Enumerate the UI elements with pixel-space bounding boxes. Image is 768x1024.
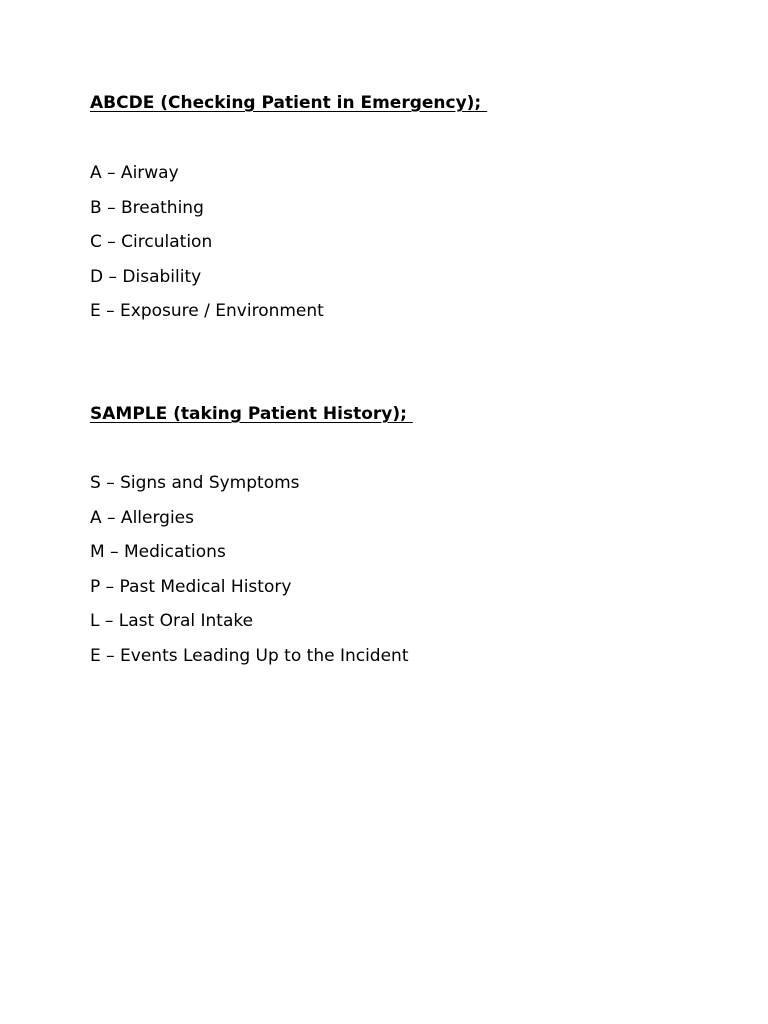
list-item-last-oral-intake: L – Last Oral Intake xyxy=(90,611,254,631)
list-item-circulation: C – Circulation xyxy=(90,232,213,252)
list-item-allergies: A – Allergies xyxy=(90,507,194,528)
list-item-signs-symptoms: S – Signs and Symptoms xyxy=(90,473,300,493)
list-item-airway: A – Airway xyxy=(90,163,179,183)
list-item-breathing: B – Breathing xyxy=(90,197,204,218)
list-item-exposure: E – Exposure / Environment xyxy=(90,301,324,321)
list-item-medications: M – Medications xyxy=(90,542,226,562)
list-item-disability: D – Disability xyxy=(90,266,202,287)
abcde-heading: ABCDE (Checking Patient in Emergency); xyxy=(90,93,488,113)
sample-list xyxy=(90,473,409,680)
abcde-list xyxy=(90,163,324,336)
sample-heading: SAMPLE (taking Patient History); xyxy=(90,404,413,424)
list-item-past-medical-history: P – Past Medical History xyxy=(90,576,292,597)
list-item-events: E – Events Leading Up to the Incident xyxy=(90,645,409,666)
